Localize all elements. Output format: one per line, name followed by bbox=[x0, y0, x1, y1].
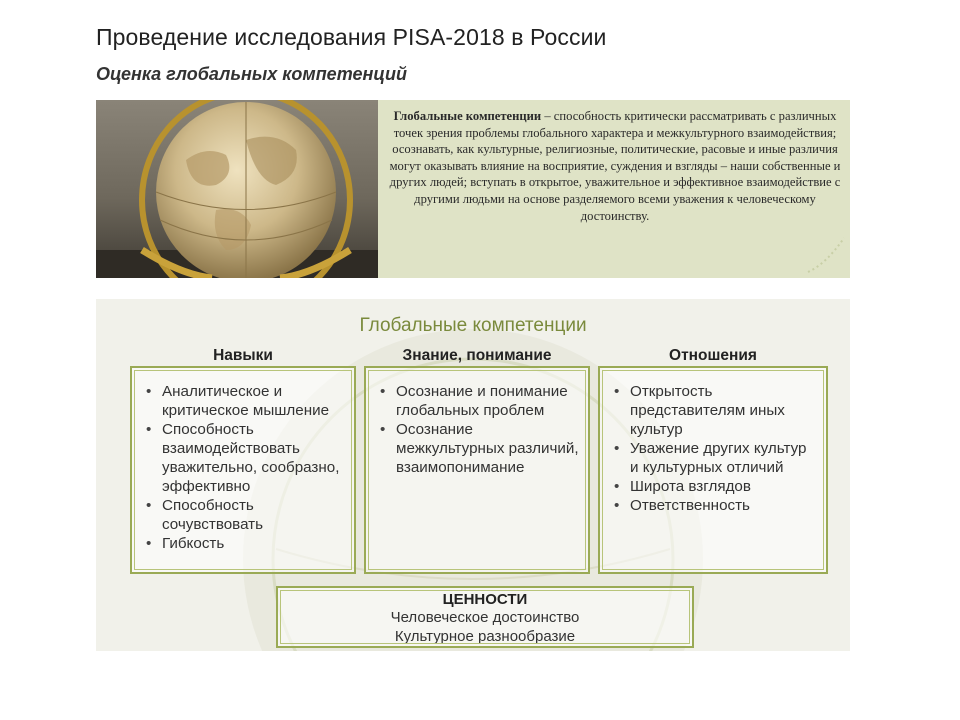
list-item: • Осознание межкультурных различий, взаимопонимание bbox=[380, 420, 580, 477]
column-heading-attitudes: Отношения bbox=[669, 347, 757, 364]
list-item: • Широта взглядов bbox=[614, 477, 818, 496]
definition-term: Глобальные компетенции bbox=[393, 109, 542, 123]
globe-photo bbox=[96, 100, 378, 278]
page-subtitle: Оценка глобальных компетенций bbox=[96, 64, 407, 84]
globe-icon bbox=[96, 100, 378, 278]
list-item: • Гибкость bbox=[146, 534, 346, 553]
competencies-panel bbox=[96, 299, 850, 651]
knowledge-box bbox=[364, 366, 590, 574]
definition-band bbox=[96, 100, 850, 278]
definition-body: – способность критически рассматривать с различных точек зрения проблемы глобального характера и межкультурного взаимодействия; осознавать, как культурные, религиозные, политические, расовые и иные различия могут оказывать влияние на восприятие, суждения и взгляды – наши собственные и других людей; вступать в открытое, уважительное и эффективное взаимодействие с другими людьми на основе разделяемого всеми уважения к человеческому достоинству. bbox=[389, 109, 841, 223]
definition-text bbox=[384, 108, 846, 274]
values-item: Культурное разнообразие bbox=[394, 628, 576, 645]
list-item: • Способность взаимодействовать уважительно, сообразно, эффективно bbox=[146, 420, 346, 496]
values-heading: ЦЕННОСТИ bbox=[442, 591, 528, 608]
values-item: Человеческое достоинство bbox=[390, 609, 580, 626]
list-item: • Аналитическое и критическое мышление bbox=[146, 382, 346, 420]
page-title: Проведение исследования PISA-2018 в России bbox=[96, 24, 607, 50]
list-item: • Открытость представителям иных культур bbox=[614, 382, 818, 439]
list-item: • Уважение других культур и культурных отличий bbox=[614, 439, 818, 477]
attitudes-box bbox=[598, 366, 828, 574]
panel-title: Глобальные компетенции bbox=[359, 315, 587, 336]
values-box bbox=[276, 586, 694, 648]
dots-decoration-icon bbox=[806, 234, 846, 274]
list-item: • Осознание и понимание глобальных проблем bbox=[380, 382, 580, 420]
column-heading-skills: Навыки bbox=[213, 347, 273, 364]
column-heading-knowledge: Знание, понимание bbox=[402, 347, 552, 364]
list-item: • Способность сочувствовать bbox=[146, 496, 346, 534]
skills-box bbox=[130, 366, 356, 574]
list-item: • Ответственность bbox=[614, 496, 818, 515]
